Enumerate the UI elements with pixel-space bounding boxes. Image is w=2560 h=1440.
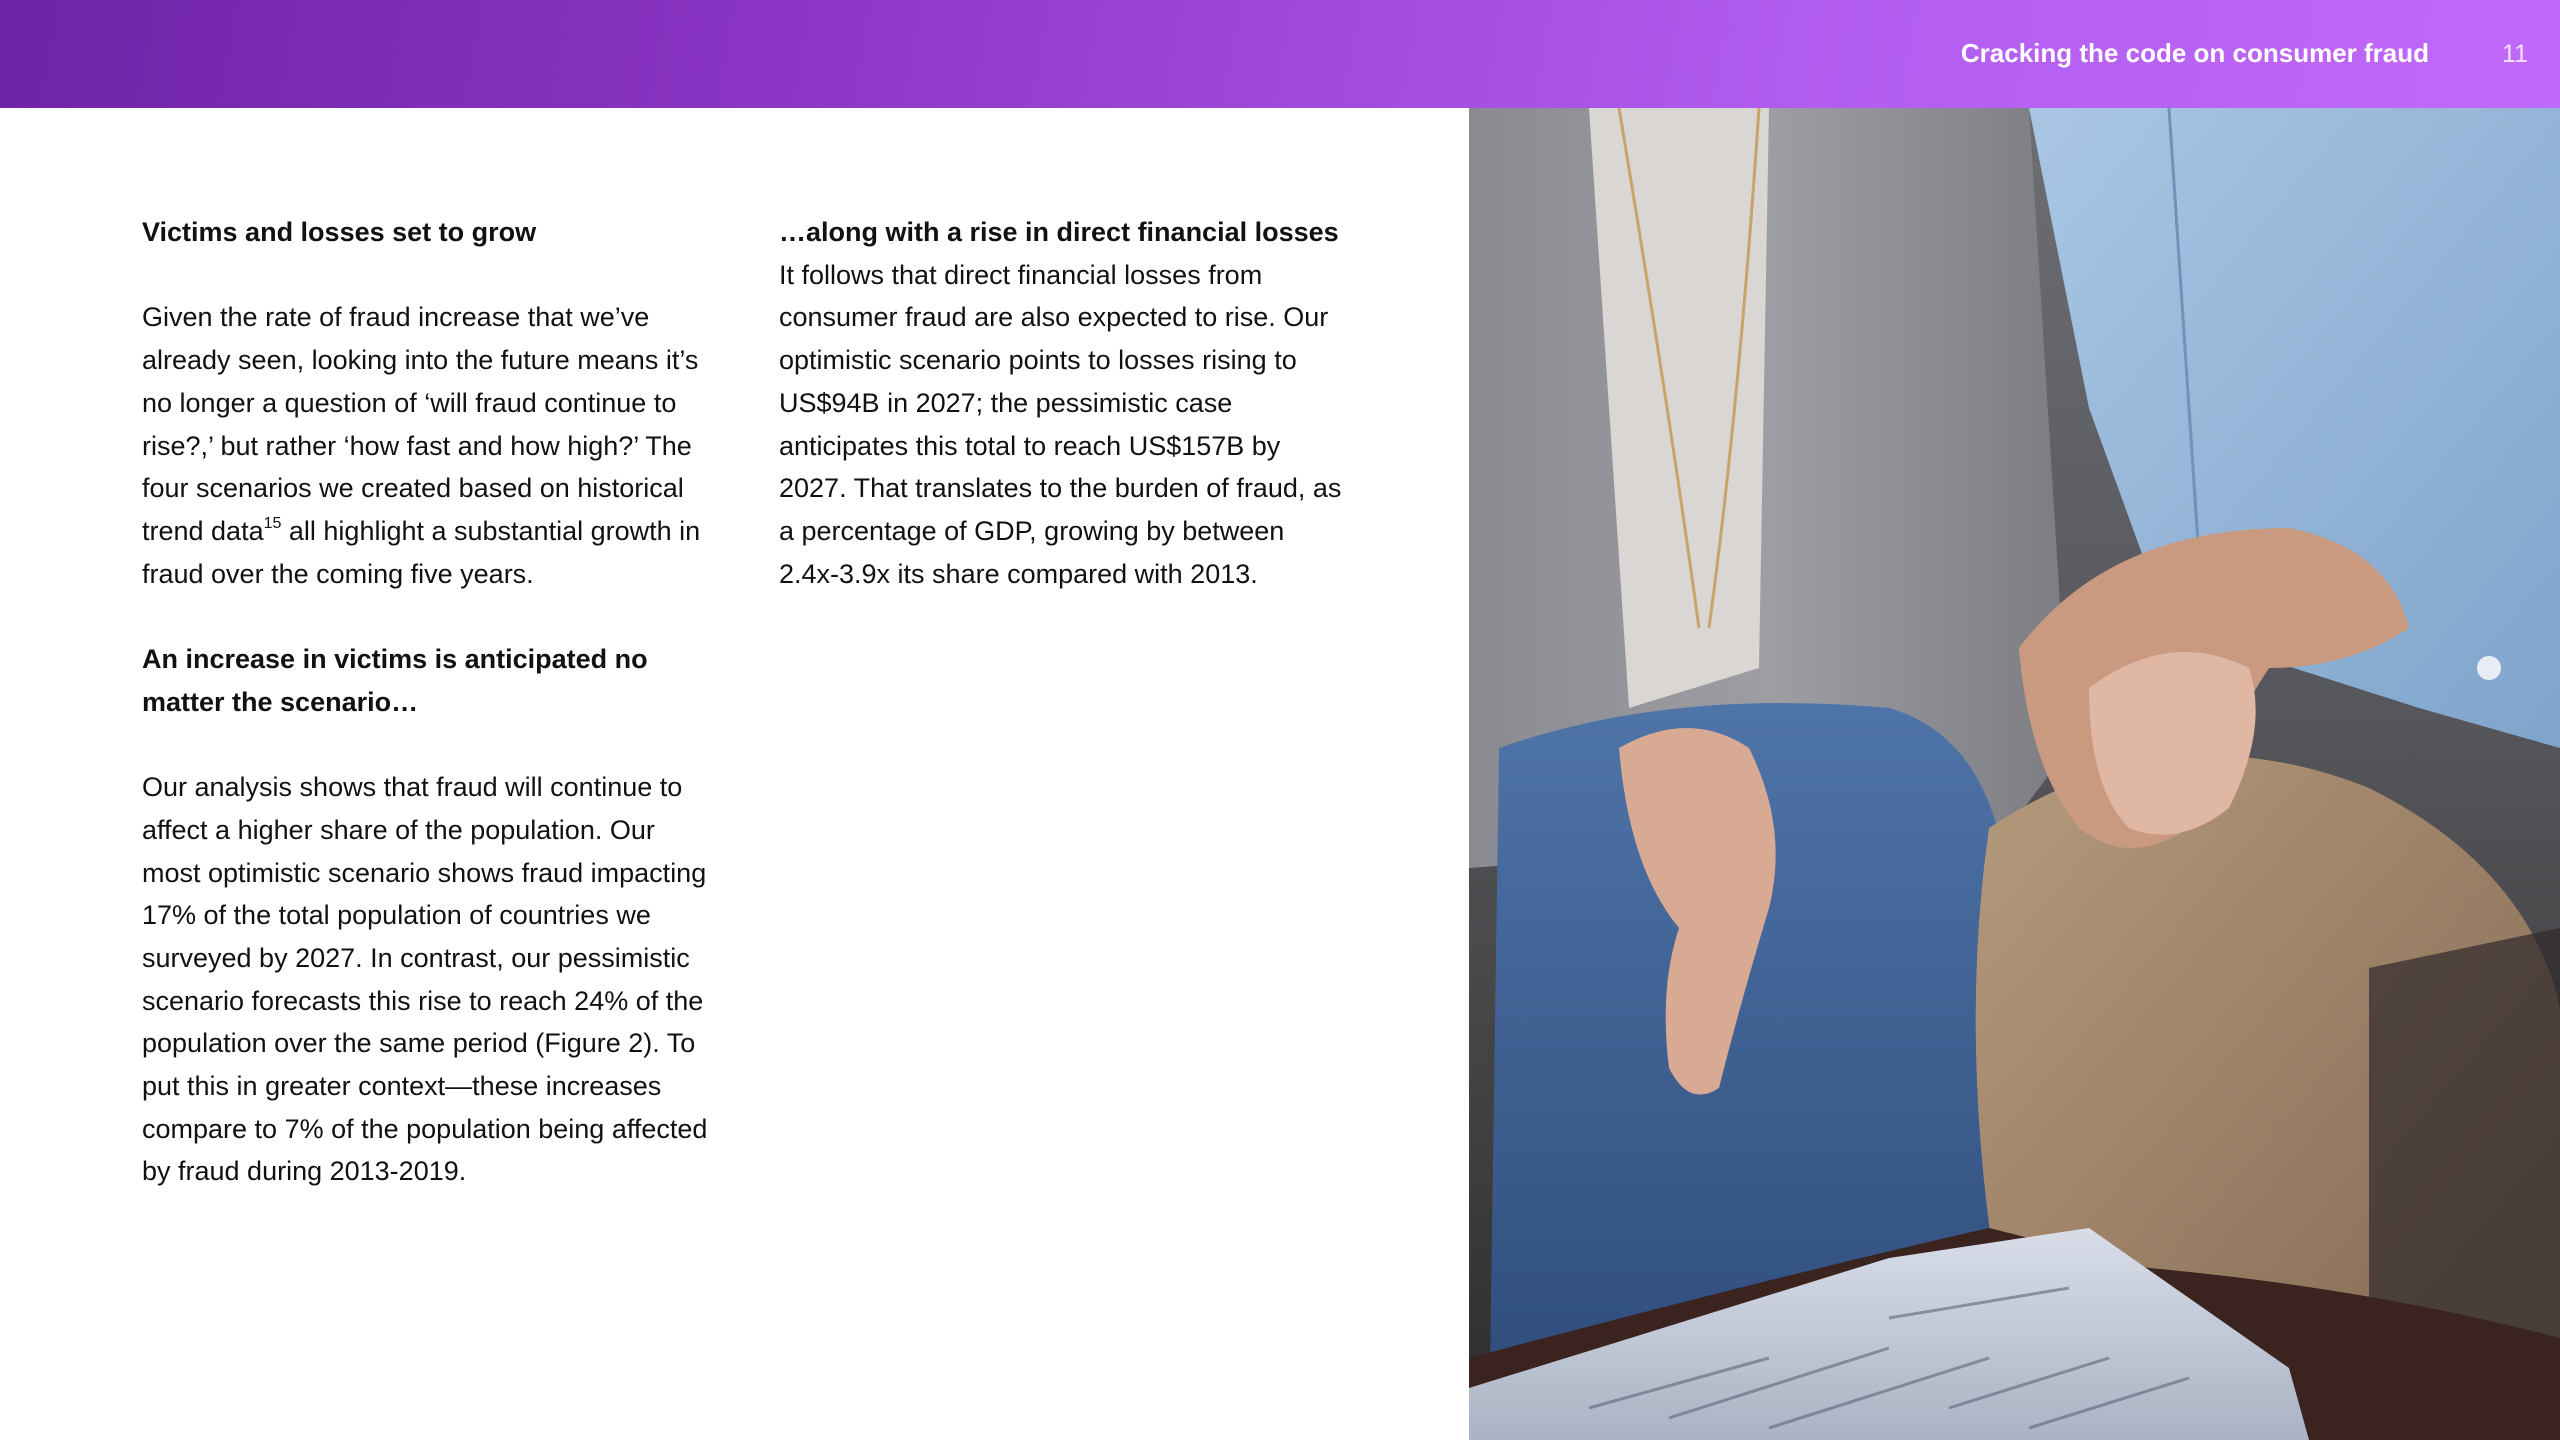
right-text-column: [779, 211, 1349, 595]
section-heading-financial-losses: …along with a rise in direct financial losses: [779, 217, 1339, 247]
left-text-column: [142, 211, 712, 1193]
report-title: Cracking the code on consumer fraud: [1960, 38, 2429, 68]
hands-photo: [1469, 108, 2560, 1440]
hands-photo-illustration: [1469, 108, 2560, 1440]
section-heading-victims-losses: Victims and losses set to grow: [142, 217, 537, 247]
header-bar: [0, 0, 2560, 108]
paragraph-fraud-increase: [142, 296, 712, 595]
section-heading-victims-increase: An increase in victims is anticipated no matter the scenario…: [142, 644, 648, 717]
paragraph-financial-losses: It follows that direct financial losses from consumer fraud are also expected to rise. Our optimistic scenario points to losses rising to US$94B in 2027; the pessimistic case anticipates this total to reach US$157B by 2027. That translates to the burden of fraud, as a percentage of GDP, growing by between 2.4x-3.9x its share compared with 2013.: [779, 259, 1342, 589]
footnote-ref-15[interactable]: 15: [263, 514, 282, 532]
paragraph-analysis: Our analysis shows that fraud will continue to affect a higher share of the population. Our most optimistic scenario shows fraud impacting 17% of the total population of countries we surveyed by 2027. In contrast, our pessimistic scenario forecasts this rise to reach 24% of the population over the same period (Figure 2). To put this in greater context—these increases compare to 7% of the population being affected by fraud during 2013-2019.: [142, 772, 708, 1187]
paragraph-fraud-increase-end: all highlight a substantial growth in fraud over the coming five years.: [142, 515, 701, 589]
page-number: 11: [2502, 40, 2528, 68]
paragraph-fraud-increase-text: Given the rate of fraud increase that we’ve already seen, looking into the future means it’s no longer a question of ‘will fraud continue to rise?,’ but rather ‘how fast and how high?’ The four scenarios we created based on historical trend data: [142, 302, 699, 546]
